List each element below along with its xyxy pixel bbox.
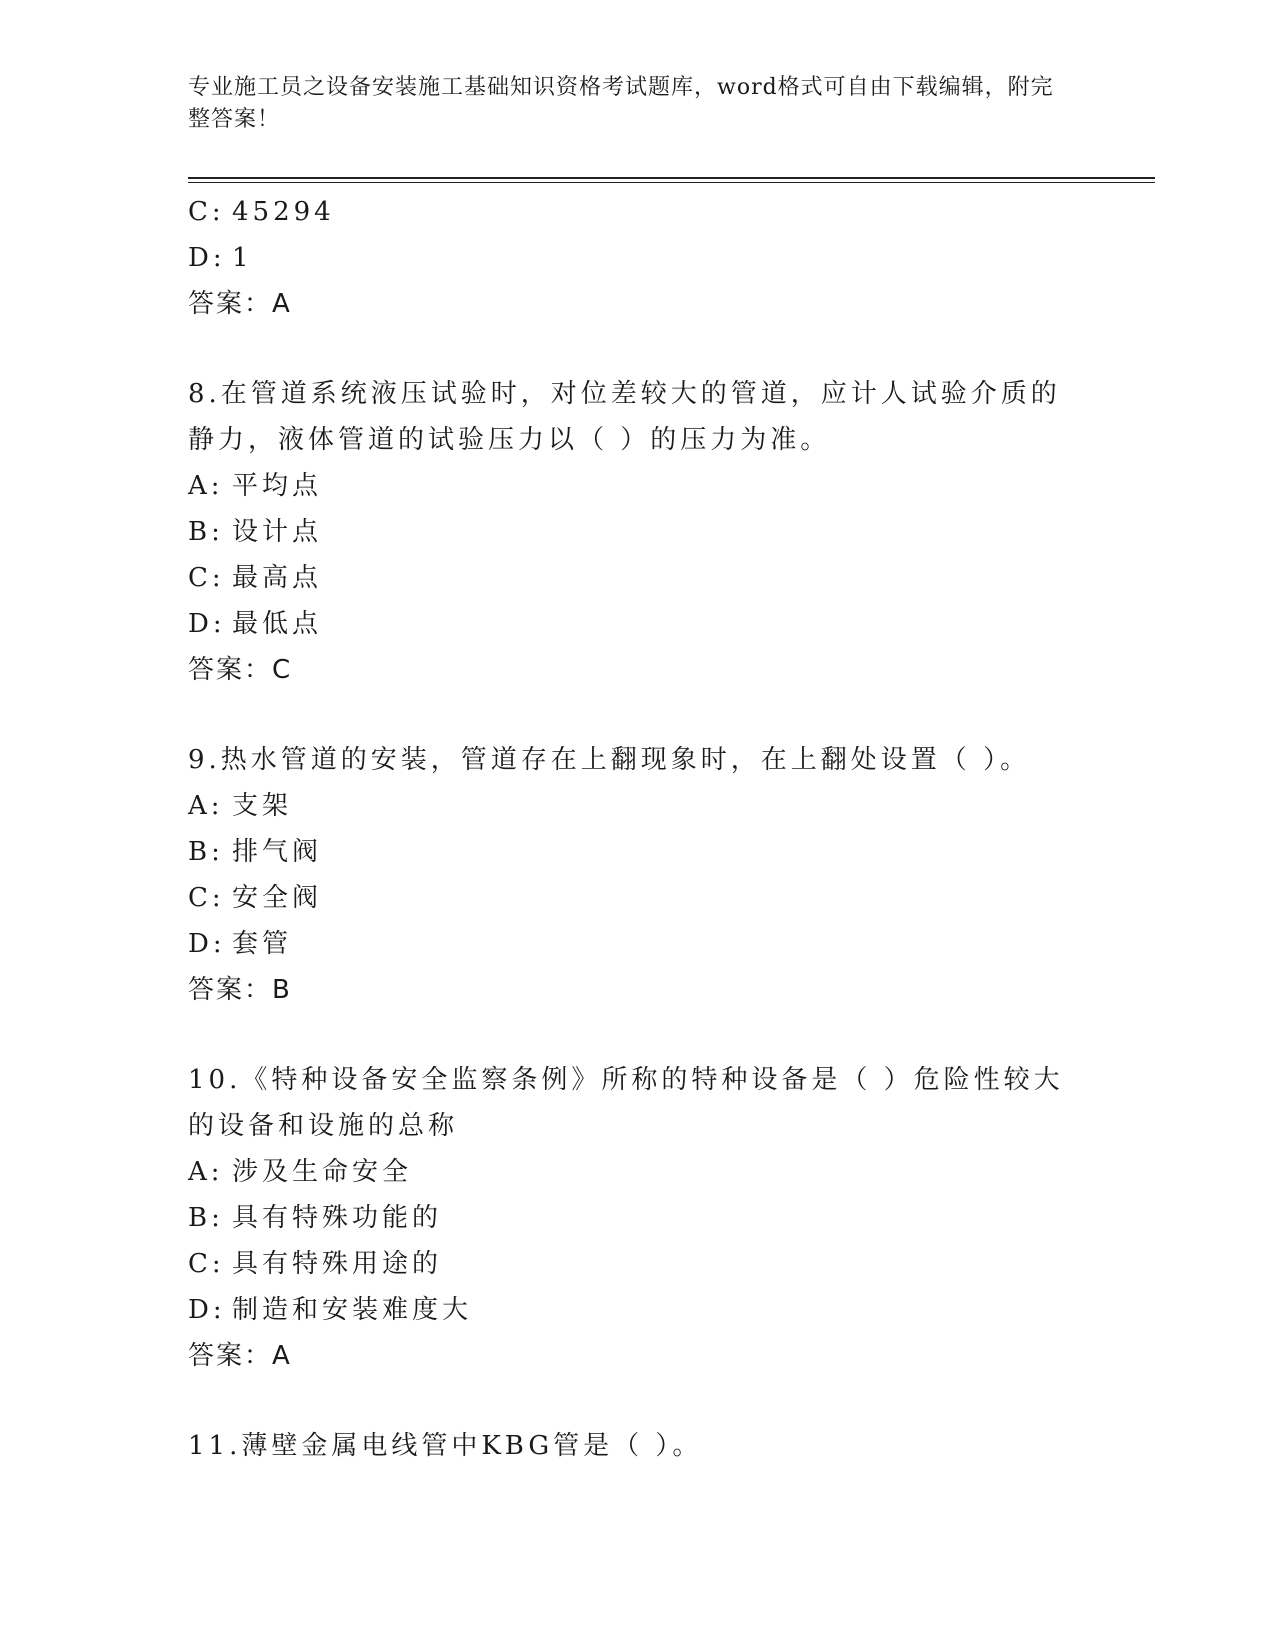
option-text: 套管 (232, 929, 293, 959)
option-line (188, 463, 1068, 509)
option-line (188, 1149, 1068, 1195)
option-letter: D: (188, 243, 226, 273)
option-text: 制造和安装难度大 (232, 1295, 473, 1325)
option-line (188, 829, 1068, 875)
question-block (188, 371, 1068, 693)
question-block (188, 1423, 1068, 1469)
question-block (188, 1057, 1068, 1379)
option-line (188, 555, 1068, 601)
option-text: 具有特殊功能的 (232, 1203, 443, 1233)
option-line (188, 1287, 1068, 1333)
option-letter: D: (188, 609, 226, 639)
option-letter: B: (188, 517, 224, 547)
option-text: 45294 (232, 197, 335, 227)
option-line (188, 509, 1068, 555)
page-header-title: 专业施工员之设备安装施工基础知识资格考试题库，word格式可自由下载编辑，附完整答案！ (188, 75, 1054, 132)
option-letter: A: (188, 471, 224, 501)
header-divider-thick (188, 177, 1155, 179)
question-stem: 8.在管道系统液压试验时，对位差较大的管道，应计人试验介质的静力，液体管道的试验压力以（ ）的压力为准。 (188, 379, 1061, 455)
option-text: 排气阀 (232, 837, 323, 867)
header-divider-thin (188, 182, 1155, 183)
question-block (188, 737, 1068, 1013)
option-letter: C: (188, 197, 225, 227)
option-line (188, 921, 1068, 967)
option-line (188, 1195, 1068, 1241)
answer-line: 答案：B (188, 975, 292, 1005)
question-stem: 11.薄壁金属电线管中KBG管是（ ）。 (188, 1431, 703, 1461)
answer-line: 答案：A (188, 1341, 292, 1371)
question-stem: 10.《特种设备安全监察条例》所称的特种设备是（ ）危险性较大的设备和设施的总称 (188, 1065, 1064, 1141)
option-line (188, 1241, 1068, 1287)
option-letter: C: (188, 883, 225, 913)
option-letter: B: (188, 837, 224, 867)
option-text: 最低点 (232, 609, 323, 639)
option-line (188, 875, 1068, 921)
option-letter: D: (188, 1295, 226, 1325)
option-text: 支架 (232, 791, 293, 821)
carryover-block (188, 189, 1068, 327)
option-line (188, 783, 1068, 829)
option-text: 最高点 (232, 563, 323, 593)
option-line (188, 601, 1068, 647)
option-letter: D: (188, 929, 226, 959)
option-text: 1 (232, 243, 253, 273)
option-text: 设计点 (232, 517, 323, 547)
option-line (188, 235, 1068, 281)
option-letter: A: (188, 791, 224, 821)
option-letter: A: (188, 1157, 224, 1187)
option-line (188, 189, 1068, 235)
answer-line: 答案：C (188, 655, 293, 685)
answer-line: 答案：A (188, 289, 292, 319)
option-letter: C: (188, 563, 225, 593)
question-content (188, 189, 1068, 1469)
option-letter: C: (188, 1249, 225, 1279)
option-text: 平均点 (232, 471, 323, 501)
option-text: 涉及生命安全 (232, 1157, 413, 1187)
option-letter: B: (188, 1203, 224, 1233)
option-text: 具有特殊用途的 (232, 1249, 443, 1279)
option-text: 安全阀 (232, 883, 323, 913)
question-stem: 9.热水管道的安装，管道存在上翻现象时，在上翻处设置（ ）。 (188, 745, 1031, 775)
